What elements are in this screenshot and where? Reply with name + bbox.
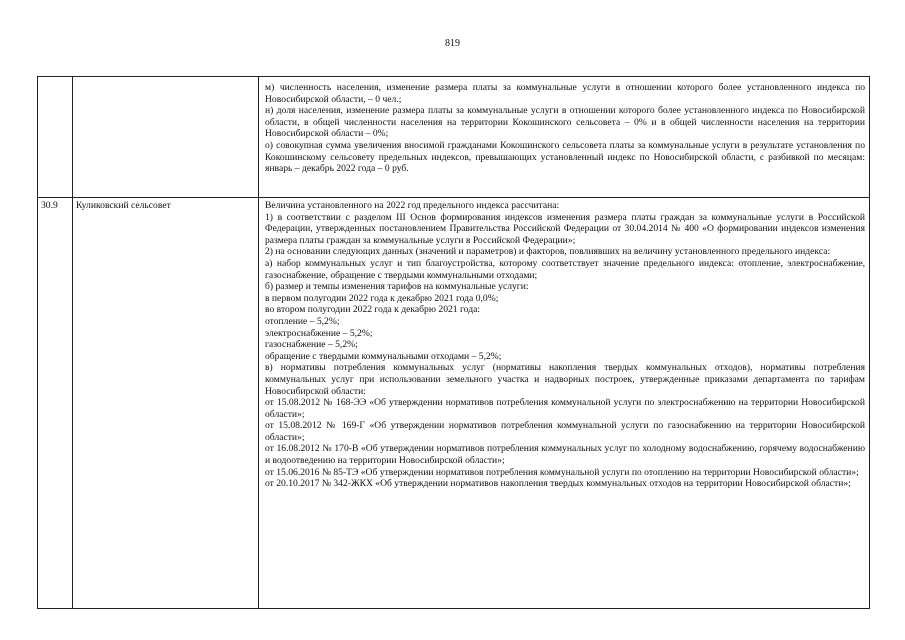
paragraph: от 15.06.2016 № 85-ТЭ «Об утверждении нормативов потребления коммунальной услуги по отоплению на территории Новосибирской области»; xyxy=(265,466,859,478)
paragraph: от 15.08.2012 № 169-Г «Об утверждении нормативов потребления коммунальной услуги по газоснабжению на территории Новосибирской области»; xyxy=(265,420,865,443)
document-table xyxy=(37,76,870,609)
paragraph: б) размер и темпы изменения тарифов на коммунальные услуги: xyxy=(265,281,529,293)
paragraph: во втором полугодии 2022 года к декабрю 2021 года: xyxy=(265,304,481,316)
paragraph: в первом полугодии 2022 года к декабрю 2021 года 0,0%; xyxy=(265,292,499,304)
paragraph: обращение с твердыми коммунальными отходами – 5,2%; xyxy=(265,350,502,362)
row-number-cell xyxy=(38,77,73,198)
paragraph: отопление – 5,2%; xyxy=(265,315,340,327)
paragraph: в) нормативы потребления коммунальных услуг (нормативы накопления твердых коммунальных отходов), нормативы потребления коммунальных услуг при использовании земельного участка и надворных построек, утвержденные приказами департамента по тарифам Новосибирской области: xyxy=(265,362,865,397)
description-cell xyxy=(259,198,870,609)
paragraph: от 20.10.2017 № 342-ЖКХ «Об утверждении нормативов накопления твердых коммунальных отходов на территории Новосибирской области»; xyxy=(265,478,851,490)
paragraph: газоснабжение – 5,2%; xyxy=(265,339,358,351)
paragraph: от 15.08.2012 № 168-ЭЭ «Об утверждении нормативов потребления коммунальной услуги по электроснабжению на территории Новосибирской области»; xyxy=(265,397,865,420)
row-number-cell: 30.9 xyxy=(38,198,73,609)
page-number: 819 xyxy=(445,38,460,49)
paragraph: электроснабжение – 5,2%; xyxy=(265,327,373,339)
municipality-name-cell: Куликовский сельсовет xyxy=(73,198,259,609)
paragraph: а) набор коммунальных услуг и тип благоустройства, которому соответствует значение предельного индекса: отопление, электроснабжение, газоснабжение, обращение с твердыми коммунальными отходами; xyxy=(265,257,865,281)
municipality-name-cell xyxy=(73,77,259,198)
paragraph: Величина установленного на 2022 год предельного индекса рассчитана: xyxy=(265,200,560,211)
paragraph: м) численность населения, изменение размера платы за коммунальные услуги в отношении которого более установленного индекса по Новосибирской области, – 0 чел.; xyxy=(265,82,865,105)
table-row xyxy=(38,198,870,609)
description-cell xyxy=(259,77,870,198)
paragraph: о) совокупная сумма увеличения вносимой гражданами Кокошинского сельсовета платы за коммунальные услуги в результате установления по Кокошинскому сельсовету предельных индексов, превышающих установленный индекс по Новосибирской области, с разбивкой по месяцам: январь – декабрь 2022 года – 0 руб. xyxy=(265,139,865,175)
paragraph: н) доля населения, изменение размера платы за коммунальные услуги в отношении которого более установленного индекса по Новосибирской области, в общей численности населения на территории Кокошинского сельсовета – 0% и в общей численности населения на территории Новосибирской области – 0%; xyxy=(265,105,865,140)
paragraph: 2) на основании следующих данных (значений и параметров) и факторов, повлиявших на величину установленного предельного индекса: xyxy=(265,246,831,258)
paragraph: 1) в соответствии с разделом III Основ формирования индексов изменения размера платы граждан за коммунальные услуги в Российской Федерации, утвержденных постановлением Правительства Российской Федерации от 30.04.2014 № 400 «О формировании индексов изменения размера платы граждан за коммунальные услуги в Российской Федерации»; xyxy=(265,211,865,246)
table-row xyxy=(38,77,870,198)
paragraph: от 16.08.2012 № 170-В «Об утверждении нормативов потребления коммунальных услуг по холодному водоснабжению, горячему водоснабжению и водоотведению на территории Новосибирской области»; xyxy=(265,443,865,467)
